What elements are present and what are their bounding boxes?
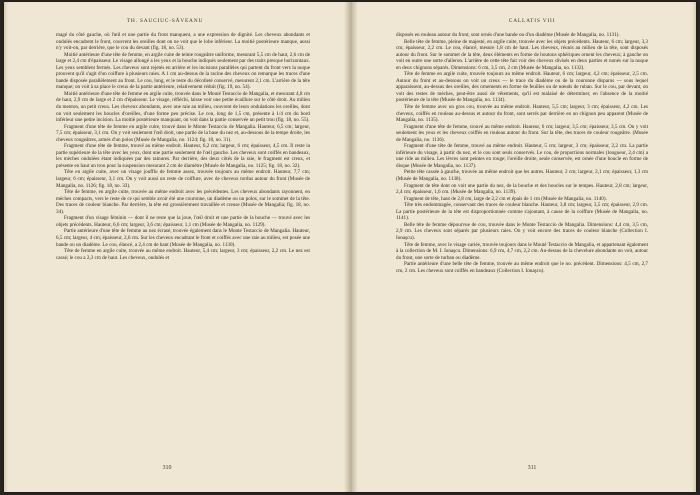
- paragraph: disposés en rouleau autour du front, sont ornés d'une bande ou d'un diadème (Musée de Mangalia, no. 1131).: [396, 32, 620, 38]
- paragraph: Tête de femme en argile cuite, trouvée au même endroit. Hauteur, 5,4 cm; largeur, 3 cm; épaisseur, 2,2 cm. Le nez est cassé; le cou a 2,3 cm de haut. Les cheveux, ondulés et: [56, 248, 310, 261]
- paragraph: Tête de femme, avec le visage cariée, trouvée toujours dans le Mouté Testaccio de Mangalia, et appartenant également à la collection de M. I. Ionaşcu. Dimensions: 6,9 cm, 4,7 cm, 2,2 cm. Au-dessus de la chevelure abondante on voit, autour du front, une sorte de turban ou diadème.: [396, 241, 648, 261]
- paragraph: Tête de femme, en argile cuite, trouvée au même endroit avec les précédentes. Les cheveux abondants rayonnent, en mèches compacts, vers le reste de ce qui semble avoir été une couronne, un diadème ou un polos, sur le sommet de la tête. Des traces de couleur blanche. Par derrière, la tête est grossièrement travaillée et creuse (Musée de Mangalia; fig. 18, no. 34).: [56, 189, 310, 215]
- right-page: [356, 2, 696, 492]
- paragraph: Tête de femme en argile cuite, trouvée toujours au même endroit. Hauteur, 6 cm; largeur, 4,2 cm; épaisseur, 2,5 cm. Autour du front et au-dessous on voit un creux — le trace du diadème ou de la couronne disparus — sous lequel apparaissent, au-dessus des oreilles, des ornements en forme de feuilles ou de nœuds de ruban. Sur le cou, par devant, on voit des restes de mèches, peut-être aussi de vêtements, qu'il est malaisé de déterminer, en l'absence de la moitié postérieure de la tête (Musée de Mangalia, no. 1134).: [396, 71, 648, 104]
- paragraph: Belle tête de femme, pleine de majesté, en argile cuite, trouvée avec les objets précédents. Hauteur, 6 cm; largeur, 3,3 cm; épaisseur, 2,2 cm. Le cou, élancé, mesure 1,8 cm de haut. Les cheveux, réunis au milieu de la tête, sont disposés autour du front. Sur le sommet de la tête, deux éléments en forme de boutons sphériques ornent les cheveux; à gauche on voit en outre une sorte d'aileron. L'arrière de cette tête fait voir des cheveux divisés en deux parties et nonés sur la nuque en deux chignons séparés. Dimensions: 6 cm, 3,5 cm, 2 cm (Musée de Mangalia, no. 1132).: [396, 38, 648, 71]
- paragraph: Partie antérieure d'une belle tête de femme, trouvée au même endroit que le no. précédent. Dimensions: 4,5 cm, 2,7 cm, 2 cm. Les cheveux sont coiffés en bandeaux (Collection I. Ionaşcu).: [396, 261, 648, 274]
- left-page: [4, 2, 346, 492]
- paragraph: magé du côté gauche, où l'œil et une partie du front manquent, a une expression de dignité. Les cheveux abondants et ondulés encadrent le front, couvrent les oreilles dont on ne voit que le lobe inférieur. La moitié postérieure manque, aussi n'y voit-on, par derrière, que le cou du devant (fig. 18, no. 53).: [56, 32, 310, 52]
- page-number-left: 310: [162, 465, 172, 471]
- paragraph: Tête en argile cuite, avec un visage joufflu de femme assez, trouvée toujours au même endroit. Hauteur, 7,7 cm; largeur, 6 cm; épaisseur, 3,1 cm. On y voit aussi un reste de coiffure, avec de cheveux tordus autour du front (Musée de Mangalia, no. 1126; fig. 18, no. 33).: [56, 169, 310, 189]
- paragraph: Fragment d'une tête de femme, trouvé au même endroit. Hauteur, 5 cm; largeur, 3 cm; épaisseur, 2,2 cm. La partie inférieure du visage, à partir du nez, et le cou sont seuls conservés. Le cou, de proportions normales (longueur, 2,4 cm) a une ride au milieu. Les lèvres sont peintes en rouge; l'oreille droite, seule conservée, est ornée d'une boucle en forme de disque (Musée de Mangalia, no. 1137).: [396, 143, 648, 169]
- paragraph: Fragment d'une tête de femme en argile cuite, trouvé dans le Monte Testaccio de Mangalia. Hauteur, 6,5 cm; largeur, 7,5 cm; épaisseur, 3,1 cm. On y voit seulement l'œil droit, une partie de la base du nez et, au-dessous de la tempe droite, les cheveux rougeâtres, armés d'un polos (Musée de Mangalia, no. 1124; fig. 18, no. 31).: [56, 123, 310, 143]
- book-spread: [4, 2, 696, 492]
- paragraph: Fragment d'un visage féminin — dont il ne reste que la joue, l'œil droit et une partie de la bouche — trouvé avec les objets précédents. Hauteur, 6,6 cm; largeur, 3,6 cm; épaisseur, 1,1 cm (Musée de Mangalia, no. 1129).: [56, 215, 310, 228]
- running-header-left: TH. SAUCIUC-SĂVEANU: [126, 18, 204, 24]
- paragraph: Petite tête cassée à gauche, trouvée au même endroit que les autres. Hauteur, 2 cm; largeur, 2,1 cm; épaisseur, 1,3 cm (Musée de Mangalia, no. 1138).: [396, 169, 648, 183]
- paragraph: Fragment de tête dont on voit une partie du nez, de la bouche et des boucles sur le tempes. Hauteur, 2,8 cm; largeur, 2,4 cm; épaisseur, 1,6 cm. (Musée de Mangalia, no. 1139).: [396, 182, 648, 196]
- paragraph: Partie antérieure d'une tête de femme au nez écrasé, trouvée également dans le Monte Testaccio de Mangalia. Hauteur, 6,5 cm; largeur, 4 cm; épaisseur, 2,6 cm. Sur les cheveux encadrant le front et coiffés avec une raie au milieu, est posée une bande ou un diadème. Le cou, élancé, a 2,4 cm de haut (Musée de Mangalia, no. 1130).: [56, 228, 310, 248]
- paragraph: Fragment de tête, haut de 2,8 cm, large de 2,2 cm et épais de 1 cm (Musée de Mangalia, no. 1140).: [404, 195, 607, 202]
- left-page-body: [56, 32, 310, 261]
- right-page-body: [396, 32, 648, 274]
- paragraph: Moitié antérieure d'une tête de femme en argile cuite, trouvée dans le Mouté Testaccio de Mangalia, et mesurant 4,8 cm de haut, 2,9 cm de large et 2 cm d'épaisseur. Le visage, réfléchi, laisse voir une petite écaillure sur le côté droit. Au milieu du menton, un petit creux. Les cheveux abondants, avec une raie au milieu, couvrent de leurs ondulations les oreilles, dont on voit seulement les boucles d'oreilles, d'une forme peu précise. Le cou, long de 1,5 cm, présente à 1/4 cm du bord inférieur une petite incision. La moitié postérieure manquant, on voit dans la partie conservée un petit trou (fig. 18, no. 55).: [56, 90, 310, 124]
- paragraph: Belle tête de femme dépourvue de cou, trouvée dans le Monte Testaccio de Mangalia. Dimensions: 4,4 cm, 3,5 cm, 2,9 cm. Les cheveux sont séparés par plusieurs raies. On y voit encore des traces de couleur blanche (Collection I. Ionaşcu).: [396, 221, 648, 241]
- page-number-right: 311: [527, 465, 537, 471]
- running-header-right: CALLATIS VIII: [508, 18, 556, 24]
- paragraph: Fragment d'une tête de femme, trouvé au même endroit. Hauteur, 6,2 cm; largeur, 6 cm; épaisseur, 4,5 cm. Il reste la partie supérieure de la tête avec les yeux, dont une partie seulement de l'œil gauche. Les cheveux sont coiffés en bandeaux, les mèches ondulées étant indiquées par des rainures. Par derrière, des deux côtés de la raie, le fragment est creux, et présente en haut un trou pour la suspension mesurant 2 cm de diamètre (Musée de Mangalia, no. 1125; fig. 18, no. 32).: [56, 143, 310, 169]
- paragraph: Tête très endommagée, conservant des traces de couleur blanche. Hauteur, 3,8 cm; largeur, 3,5 cm; épaisseur, 2,9 cm. La partie postérieure de la tête est disproportionnée comme s'ajoutant, à cause de la coiffure (Musée de Mangalia, no. 1141).: [396, 202, 648, 222]
- paragraph: Tête de femme avec un gros cou, trouvée au même endroit. Hauteur, 5,5 cm; largeur, 3 cm; épaisseur, 4,2 cm. Les cheveux, coiffés en rouleau au-dessus et autour du front, sont serrés par derrière en un chignon peu apparent (Musée de Mangalia, no. 1135).: [396, 104, 648, 124]
- paragraph: Moitié antérieure d'une tête de femme, en argile cuite de teinte rougeâtre uniforme, mesurant 5,5 cm de haut, 2,6 cm de large et 2,4 cm d'épaisseur. Le visage allongé a les yeux et la bouche indiqués seulement par des traits presque horizontaux. Les yeux semblent fermés. Les cheveux sont rejetés en arrière et les incisions parallèles qui partent du front vers la nuque prouvent qu'il s'agit d'un coiffure à plusieurs raies. A 1 cm au-dessus de la racine des cheveux on remarque les traces d'une bande disposée parallèlement au front. Le cou, long, et le reste du décolleté conservé, mesurent 2,1 cm. L'arrière de la tête manque; on voit à sa place le creux de la partie antérieure, relativement réduit (fig. 19, no. 54).: [56, 51, 310, 91]
- paragraph: Fragment d'une tête de femme, trouvé au même endroit. Hauteur, 6 cm; largeur, 3,5 cm; épaisseur, 3,5 cm. On y voit seulement les yeux et les cheveux coiffés en rouleau autour du front. Sur la tête, des traces de couleur rougeâtre. (Musée de Mangalia, no. 1136).: [396, 123, 648, 143]
